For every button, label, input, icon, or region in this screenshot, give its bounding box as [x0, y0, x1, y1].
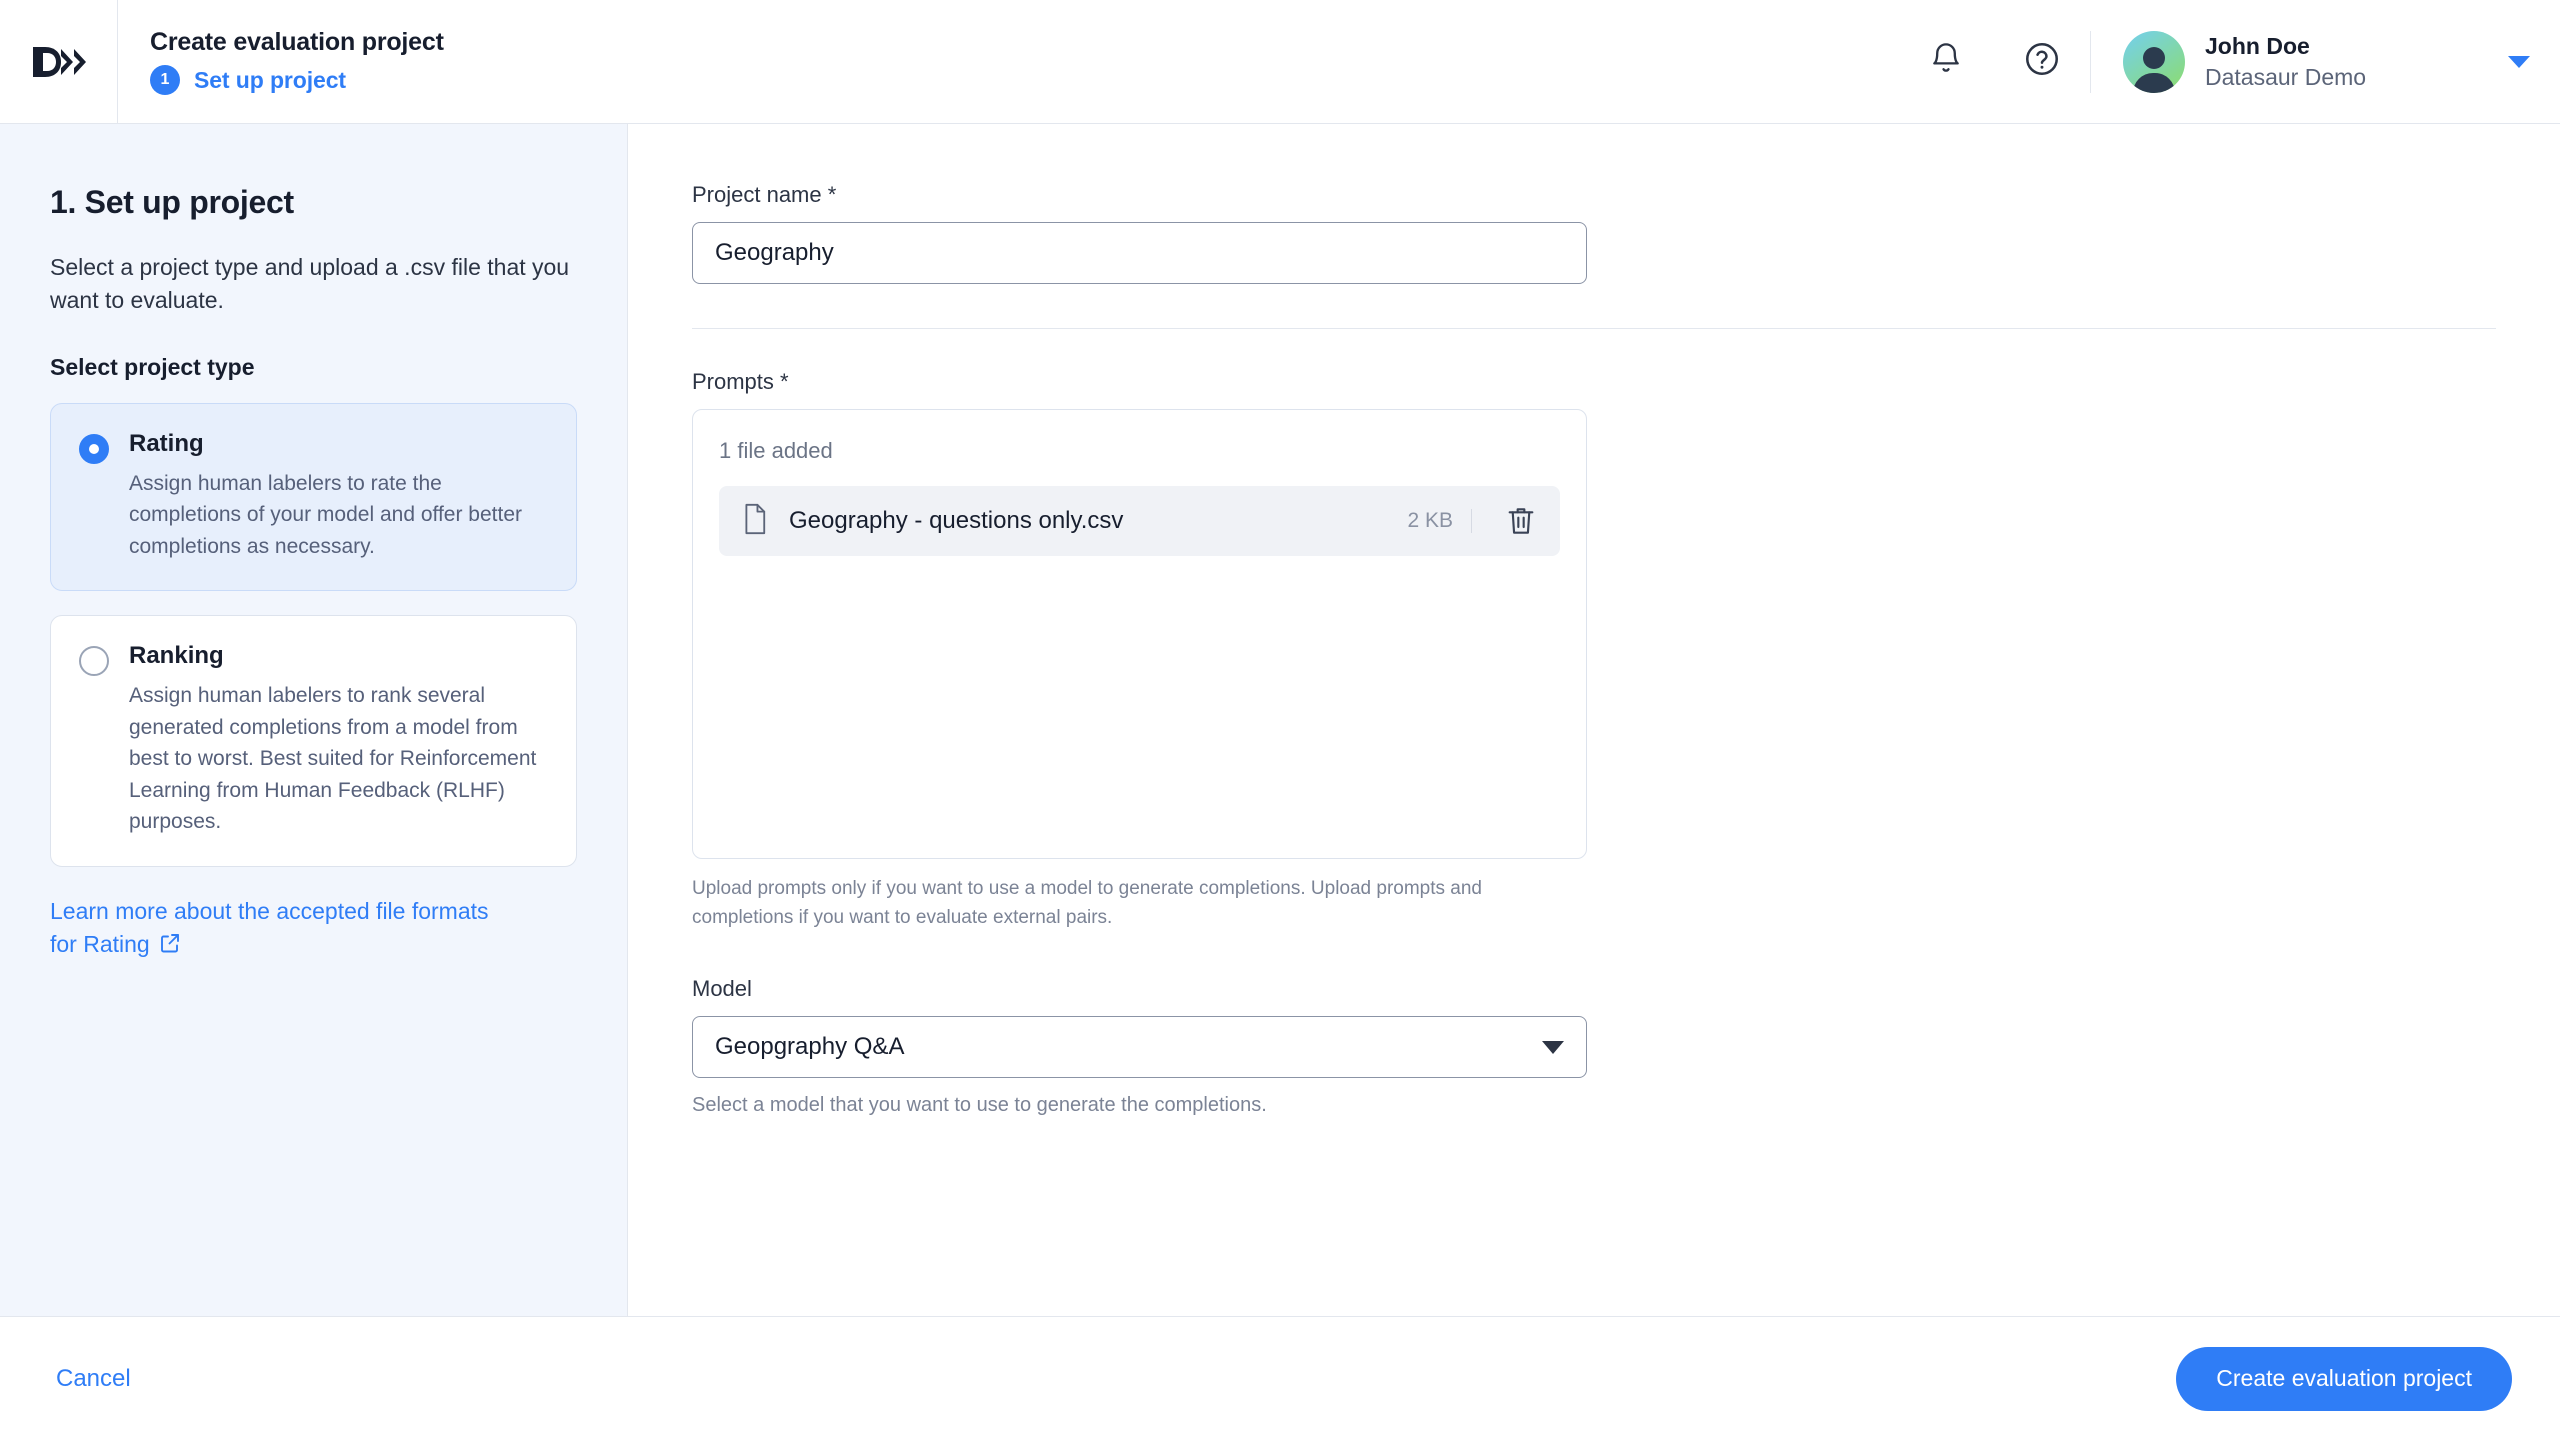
- model-select[interactable]: [692, 1016, 1587, 1078]
- logo-container[interactable]: [0, 0, 118, 123]
- project-type-ranking-title: Ranking: [129, 642, 224, 670]
- prompts-helper-text: Upload prompts only if you want to use a model to generate completions. Upload prompts and completions if you want to evaluate external pairs.: [692, 878, 1483, 928]
- prompts-upload-area[interactable]: [692, 409, 1587, 859]
- learn-more-label: Learn more about the accepted file formats for Rating: [50, 897, 489, 958]
- model-selected-value: Geopgraphy Q&A: [715, 1033, 905, 1060]
- step-indicator: [150, 65, 1898, 95]
- user-menu[interactable]: [2090, 31, 2560, 93]
- app-header: [0, 0, 2560, 124]
- user-name: John Doe: [2205, 32, 2310, 59]
- project-name-label: Project name *: [692, 182, 837, 207]
- bell-icon: [1928, 40, 1964, 83]
- header-title-group: [118, 0, 1898, 123]
- chevron-down-icon: [1542, 1041, 1564, 1054]
- setup-sidebar: [0, 124, 628, 1316]
- uploaded-file-name: Geography - questions only.csv: [789, 507, 1124, 534]
- user-organization: Datasaur Demo: [2205, 63, 2367, 90]
- question-circle-icon: [2023, 40, 2061, 83]
- project-type-option-ranking[interactable]: [50, 615, 577, 867]
- project-type-rating-text: [129, 430, 548, 563]
- files-added-count: 1 file added: [719, 438, 833, 463]
- radio-rating[interactable]: [79, 434, 109, 464]
- external-link-icon: [158, 931, 182, 964]
- select-project-type-label: Select project type: [50, 353, 255, 380]
- file-icon: [741, 503, 769, 540]
- create-evaluation-project-button[interactable]: Create evaluation project: [2176, 1347, 2512, 1411]
- delete-file-button[interactable]: [1492, 505, 1542, 537]
- sidebar-heading: 1. Set up project: [50, 184, 294, 220]
- setup-form: [628, 124, 2560, 1316]
- radio-ranking[interactable]: [79, 646, 109, 676]
- learn-more-link[interactable]: [50, 895, 520, 965]
- model-helper-text: Select a model that you want to use to generate the completions.: [692, 1094, 1267, 1116]
- project-type-rating-title: Rating: [129, 429, 204, 457]
- project-type-ranking-description: Assign human labelers to rank several generated completions from a model from best to worst. Best suited for Reinforcement Learning from Human Feedback (RLHF) purposes.: [129, 684, 537, 834]
- user-info: [2205, 33, 2488, 91]
- prompts-label: Prompts *: [692, 369, 789, 394]
- model-field: [692, 976, 2496, 1117]
- datasaur-logo-icon: [31, 42, 87, 82]
- section-divider: [692, 328, 2496, 329]
- page-body: [0, 124, 2560, 1316]
- header-actions: [1898, 0, 2560, 123]
- page-footer: [0, 1316, 2560, 1440]
- help-button[interactable]: [1994, 0, 2090, 124]
- step-label: Set up project: [194, 66, 346, 93]
- project-type-option-rating[interactable]: [50, 403, 577, 592]
- cancel-button[interactable]: Cancel: [50, 1364, 137, 1394]
- sidebar-description: Select a project type and upload a .csv file that you want to evaluate.: [50, 254, 570, 314]
- step-number-badge: 1: [150, 65, 180, 95]
- uploaded-file-size: 2 KB: [1407, 509, 1472, 533]
- chevron-down-icon: [2508, 56, 2530, 68]
- avatar: [2123, 31, 2185, 93]
- project-name-input[interactable]: [692, 222, 1587, 284]
- page-title: Create evaluation project: [150, 28, 444, 56]
- model-label: Model: [692, 976, 752, 1001]
- project-type-ranking-text: [129, 642, 548, 838]
- uploaded-file-row: [719, 486, 1560, 556]
- project-type-rating-description: Assign human labelers to rate the completions of your model and offer better completions as necessary.: [129, 471, 523, 558]
- notifications-button[interactable]: [1898, 0, 1994, 124]
